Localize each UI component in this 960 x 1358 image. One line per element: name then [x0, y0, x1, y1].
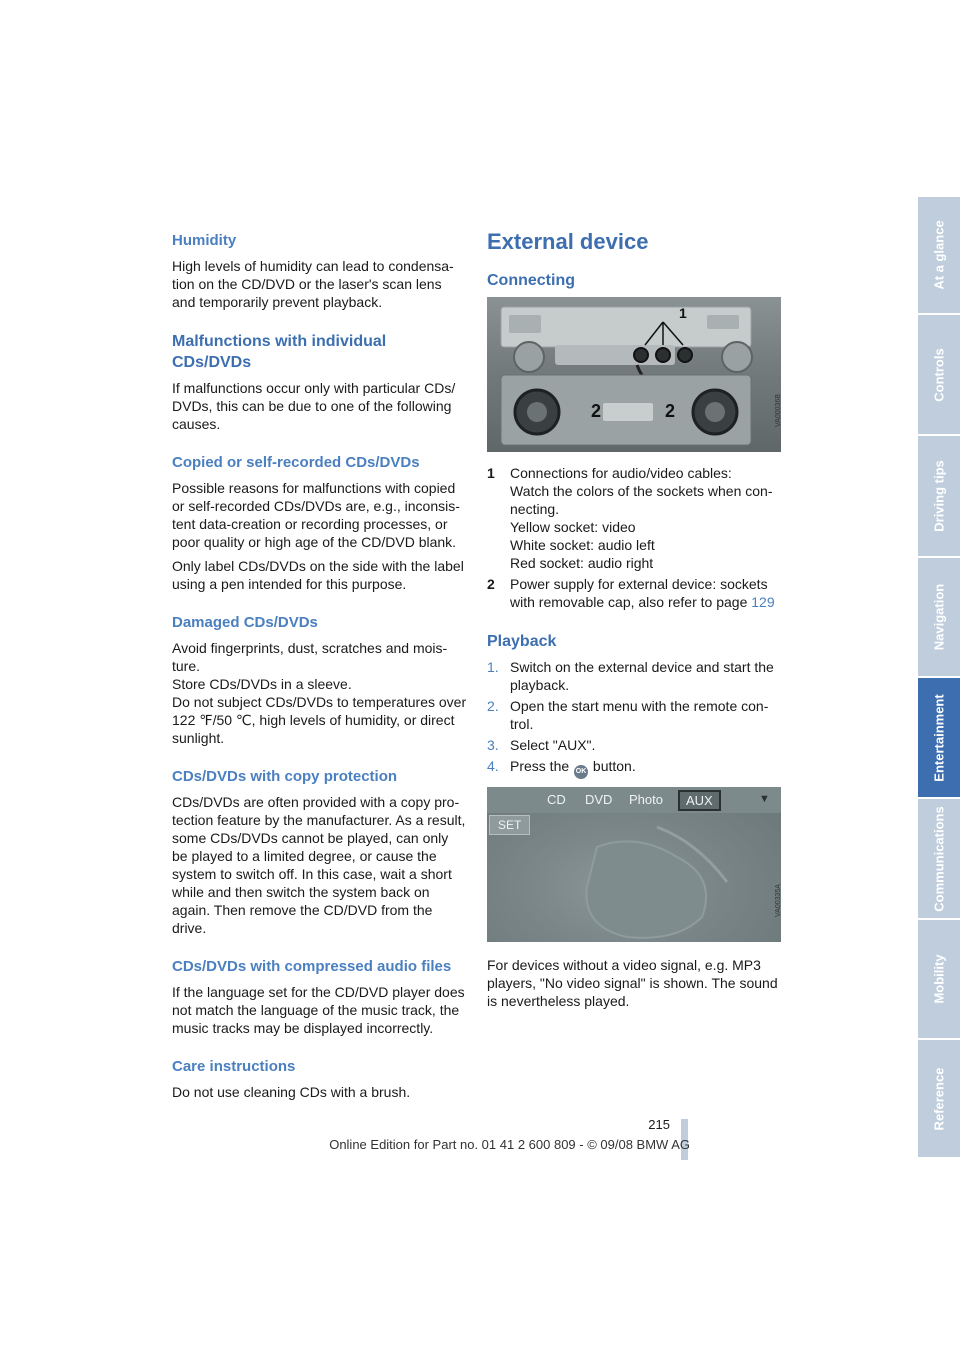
connector-panel-figure: [487, 297, 781, 452]
callout-1: 1: [679, 305, 687, 321]
step-text: Press the: [510, 758, 574, 774]
legend-line: White socket: audio left: [510, 537, 655, 553]
chapter-tabs: [918, 197, 960, 1159]
footer-text: Online Edition for Part no. 01 41 2 600 809 - © 09/08 BMW AG: [329, 1137, 690, 1152]
page-link[interactable]: 129: [751, 594, 775, 610]
menu-item-photo[interactable]: Photo: [629, 792, 663, 807]
section-title: External device: [487, 229, 649, 254]
tab-navigation[interactable]: Navigation: [918, 558, 960, 678]
legend-line: Connections for audio/video cables:: [510, 465, 732, 481]
text-damaged-1: Avoid fingerprints, dust, scratches and mois-ture.: [172, 640, 448, 674]
ok-button-icon: OK: [574, 765, 588, 779]
text-care: Do not use cleaning CDs with a brush.: [172, 1084, 411, 1100]
step-number: 4.: [487, 758, 499, 774]
legend-item: [487, 464, 787, 572]
text-damaged-2: Store CDs/DVDs in a sleeve.: [172, 676, 352, 692]
page-number: 215: [648, 1117, 670, 1132]
callout-2-right: 2: [665, 401, 676, 421]
menu-item-dvd[interactable]: DVD: [585, 792, 613, 807]
text-humidity: High levels of humidity can lead to condensa-tion on the CD/DVD or the laser's scan lens and temporarily prevent playback.: [172, 258, 454, 310]
heading-copy-protection: CDs/DVDs with copy protection: [172, 768, 398, 785]
legend-line: Yellow socket: video: [510, 519, 636, 535]
menu-item-aux[interactable]: AUX: [678, 790, 721, 811]
text-damaged-3: Do not subject CDs/DVDs to temperatures over 122 ℉/50 ℃, high levels of humidity, or direct sunlight.: [172, 694, 467, 746]
heading-damaged: Damaged CDs/DVDs: [172, 614, 318, 631]
step-item: [487, 658, 787, 694]
text-copy-protection: CDs/DVDs are often provided with a copy pro-tection feature by the manufacturer. As a result, some CDs/DVDs cannot be played, can only be played to a limited degree, or cause the system to switch off. In this case, wait a short while and then switch the system back on again. Then remove the CD/DVD from the drive.: [172, 794, 466, 936]
callout-2-left: 2: [591, 401, 602, 421]
step-text: button.: [589, 758, 636, 774]
heading-malfunctions: Malfunctions with individual CDs/DVDs: [172, 333, 387, 371]
text-malfunctions: If malfunctions occur only with particular CDs/ DVDs, this can be due to one of the following causes.: [172, 380, 456, 432]
connection-legend: [487, 464, 787, 611]
tab-entertainment[interactable]: Entertainment: [918, 678, 960, 799]
text-copied-1: Possible reasons for malfunctions with copied or self-recorded CDs/DVDs are, e.g., inconsis-tent data-creation or recording processes, or poor quality or high age of the CD/DVD blank.: [172, 480, 460, 550]
figure-code: VA00335A: [775, 884, 783, 917]
legend-text: Power supply for external device: sockets with removable cap, also refer to page: [510, 576, 768, 610]
tab-communications[interactable]: Communications: [918, 799, 960, 920]
step-item: [487, 757, 787, 779]
map-background: [487, 787, 781, 942]
right-column: [487, 228, 787, 1016]
step-number: 2.: [487, 698, 499, 714]
tab-reference[interactable]: Reference: [918, 1040, 960, 1159]
heading-connecting: Connecting: [487, 272, 575, 289]
legend-line: Watch the colors of the sockets when con-necting.: [510, 483, 773, 517]
legend-item: [487, 575, 787, 611]
text-copied-2: Only label CDs/DVDs on the side with the label using a pen intended for this purpose.: [172, 558, 464, 592]
tab-controls[interactable]: Controls: [918, 315, 960, 436]
text-no-video: For devices without a video signal, e.g. MP3 players, "No video signal" is shown. The sound is nevertheless played.: [487, 957, 778, 1009]
legend-number: 2: [487, 576, 495, 592]
menu-item-cd[interactable]: CD: [547, 792, 566, 807]
heading-compressed: CDs/DVDs with compressed audio files: [172, 958, 452, 975]
tab-at-a-glance[interactable]: At a glance: [918, 197, 960, 315]
connector-panel-drawing: [487, 297, 781, 452]
heading-humidity: Humidity: [172, 232, 237, 249]
figure-code: VA00036B: [775, 394, 783, 427]
step-item: [487, 697, 787, 733]
legend-line: Red socket: audio right: [510, 555, 654, 571]
heading-playback: Playback: [487, 633, 557, 650]
tab-driving-tips[interactable]: Driving tips: [918, 436, 960, 558]
left-column: [172, 228, 467, 1107]
step-text: Open the start menu with the remote con-trol.: [510, 698, 769, 732]
step-number: 3.: [487, 737, 499, 753]
set-button[interactable]: SET: [489, 815, 530, 835]
heading-copied: Copied or self-recorded CDs/DVDs: [172, 454, 420, 471]
step-item: [487, 736, 787, 754]
heading-care: Care instructions: [172, 1058, 296, 1075]
chevron-down-icon[interactable]: ▼: [759, 793, 770, 805]
step-text: Switch on the external device and start the playback.: [510, 659, 774, 693]
aux-screen-figure: [487, 787, 781, 942]
text-compressed: If the language set for the CD/DVD player does not match the language of the music track, the music tracks may be displayed incorrectly.: [172, 984, 465, 1036]
playback-steps: [487, 658, 787, 779]
step-number: 1.: [487, 659, 499, 675]
tab-mobility[interactable]: Mobility: [918, 920, 960, 1040]
legend-number: 1: [487, 465, 495, 481]
step-text: Select "AUX".: [510, 737, 596, 753]
